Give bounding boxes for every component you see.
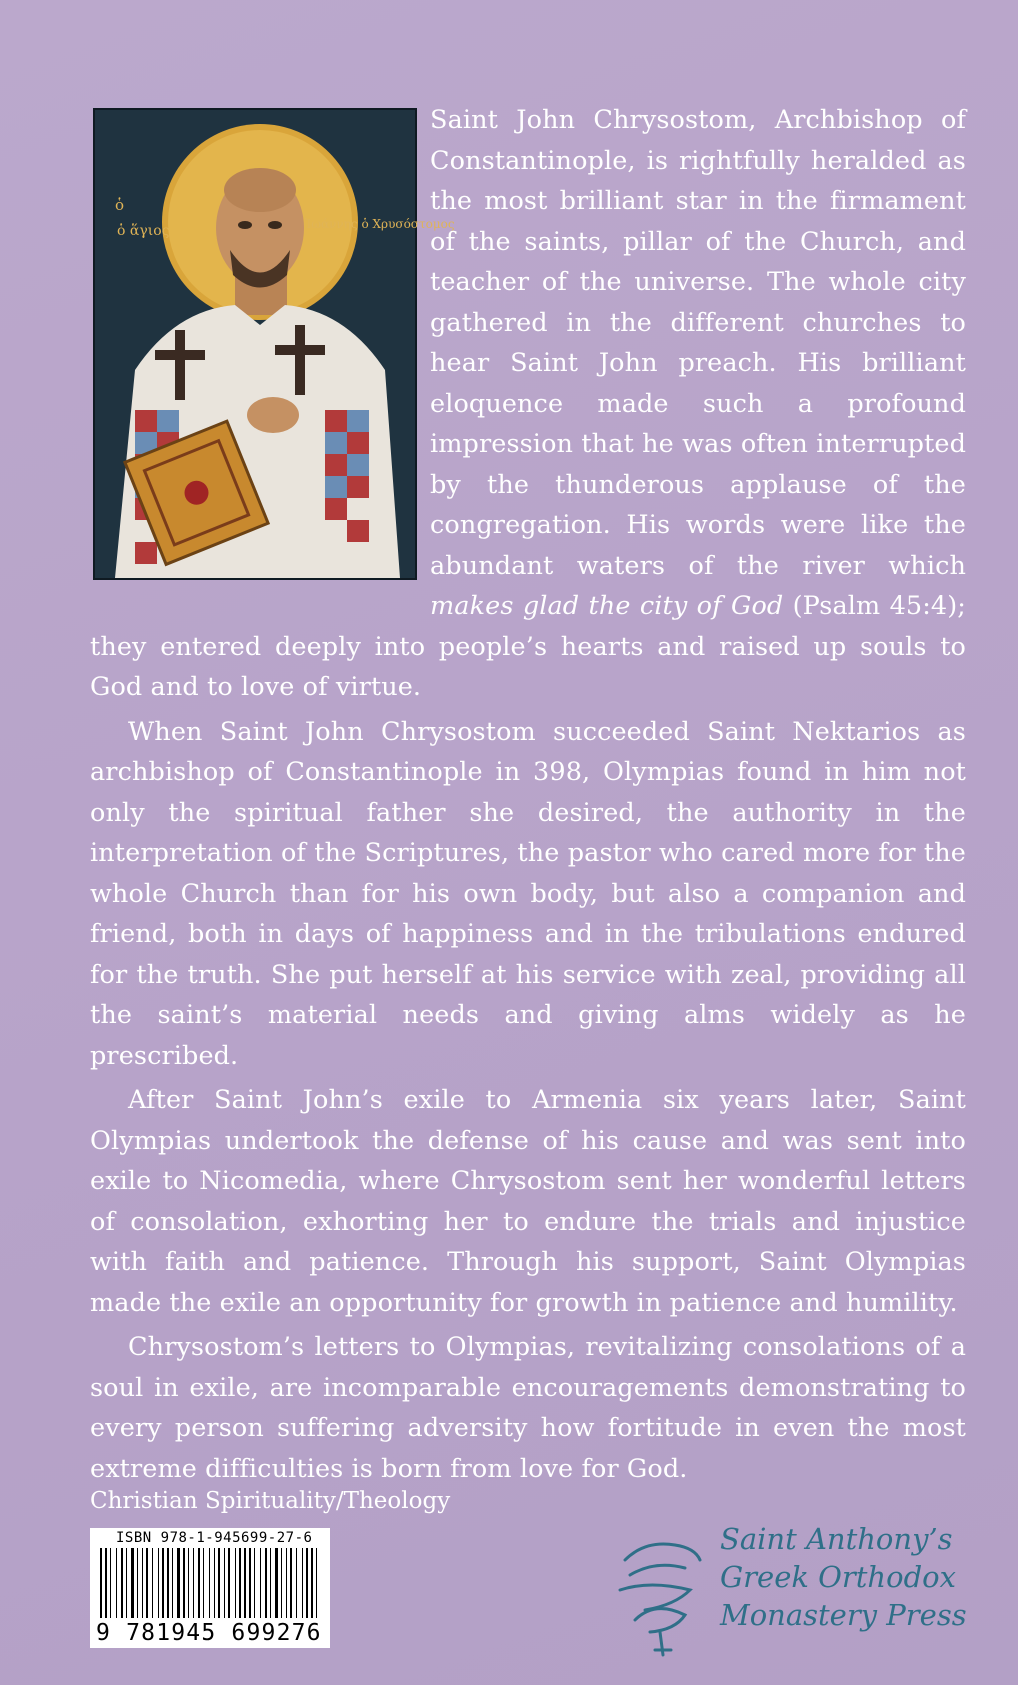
icon-text-wrap-spacer	[90, 100, 430, 596]
paragraph-3: After Saint John’s exile to Armenia six years later, Saint Olympias undertook the defense of his cause and was sent into exile to Nicomedia, where Chrysostom sent her wonderful letters of consolation, exhorting her to endure the trials and injustice with faith and patience. Through his support, Saint Olympias made the exile an opportunity for growth in patience and humility.	[90, 1085, 966, 1318]
barcode-digits: 9 781945 699276	[96, 1620, 322, 1646]
publisher-line-2: Greek Orthodox	[720, 1560, 956, 1594]
publisher-line-3: Monastery Press	[720, 1598, 967, 1632]
paragraph-1-after: (Psalm 45:4); they entered deeply into people’s hearts and raised up souls to God and to love of virtue.	[90, 591, 966, 702]
isbn-barcode	[90, 1528, 330, 1648]
category-label: Christian Spirituality/Theology	[90, 1488, 451, 1514]
inscription-left: ὁ ἅγιος	[117, 223, 170, 239]
inscription-right: Ἰωάννης ὁ Χρυσόστομος	[305, 217, 455, 231]
publisher-line-1: Saint Anthony’s	[720, 1522, 953, 1556]
isbn-label: ISBN 978-1-945699-27-6	[116, 1530, 313, 1546]
publisher-name	[720, 1520, 967, 1634]
psalm-quote: makes glad the city of God	[430, 591, 784, 621]
paragraph-2: When Saint John Chrysostom succeeded Saint Nektarios as archbishop of Constantinople in 398, Olympias found in him not only the spiritual father she desired, the authority in the interpretation of the Scriptures, the pastor who cared more for the whole Church than for his own body, but also a companion and friend, both in days of happiness and in the tribulations endured for the truth. She put herself at his service with zeal, providing all the saint’s material needs and giving alms widely as he prescribed.	[90, 716, 966, 1071]
paragraph-1-before: Saint John Chrysostom, Archbishop of Constantinople, is rightfully heralded as the most brilliant star in the firmament of the saints, pillar of the Church, and teacher of the universe. The whole city gathered in the different churches to hear Saint John preach. His brilliant eloquence made such a profound impression that he was often interrupted by the thunderous applause of the congregation. His words were like the abundant waters of the river which	[430, 105, 966, 581]
paragraph-4: Chrysostom’s letters to Olympias, revitalizing consolations of a soul in exile, are incomparable encouragements demonstrating to every person suffering adversity how fortitude in even the most extreme difficulties is born from love for God.	[90, 1332, 966, 1484]
hands-logo-icon	[605, 1520, 715, 1664]
barcode-bars	[98, 1548, 322, 1620]
svg-text:ὁ: ὁ	[115, 196, 125, 214]
description-text	[90, 100, 966, 1493]
